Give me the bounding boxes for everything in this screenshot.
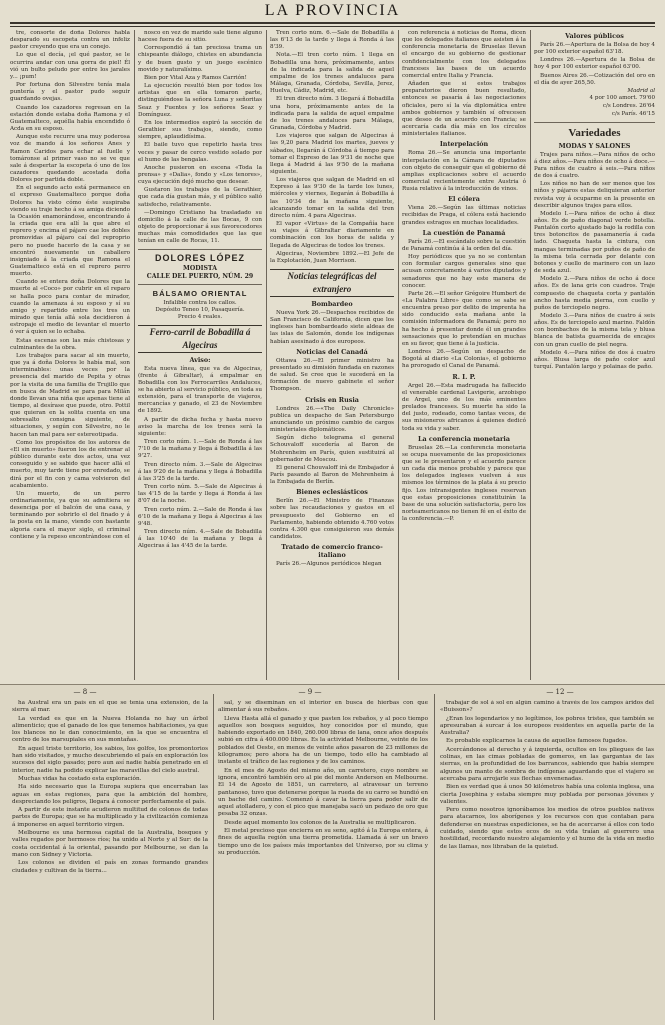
- valores-paragraph: París 26.—Apertura de la Bolsa de hoy 4 por 100 exterior español 63'18.: [534, 42, 655, 56]
- article-paragraph: Correspondió á tan preciosa trama un chispeante diálogo, chistes en abundancia y de buen gusto y un juego escénico movido y naturalísimo.: [138, 45, 262, 73]
- masthead-rule-thin: [10, 26, 655, 27]
- section-head-telegraficas: Noticias telegráficas del extranjero: [270, 269, 394, 297]
- subhead-panama: La cuestión de Panamá: [422, 228, 506, 237]
- news-paragraph: Viena 26.—Según las últimas noticias recibidas de Praga, el cólera está haciendo grandes estragos en muchas localidades.: [402, 205, 526, 226]
- column-4-text-3: [402, 205, 526, 226]
- column-divider: [434, 694, 435, 1020]
- rate-line: c/s París. 46'15: [611, 111, 655, 118]
- madrid-label: Madrid al: [627, 87, 655, 94]
- article-paragraph: Un muerto, de un perro ordinariamente, ya que su admitiera se desenciga por el balcón de una casa, y terminando por sobrirlo el del finado y á la posta en la mano, viendo con bastante algoria cara el mayor siglo, el criminal contiene y la repeso encontrándose con el: [10, 490, 130, 540]
- timetable-paragraph: El vapor «Virtus» de la Compañía hace su viajes á Gibraltar diariamente en combinación con los horas de salida y llegada de Algeciras de todos los trenes.: [270, 221, 394, 249]
- news-paragraph: Berlín 26.—El Ministro de Finanzas sobre las recaudaciones y gastos en el presupuesto del Gobierno en el Parlamento, habiendo obtenido 4.760 votos contra 4.300 que consiguieron sus demás candidatos.: [270, 498, 394, 541]
- subhead-bienes: Bienes eclesiásticos: [296, 488, 368, 497]
- newspaper-title: LA PROVINCIA: [264, 2, 401, 19]
- section-head-variedades: Variedades: [568, 126, 621, 139]
- fashion-paragraph: Modelo I.—Para niños de ocho á diez años. Es de paño diagonal verde botella. Pantalón corto ajustado bajo la rodilla con tres botoncitos de pasamanería á cada lado. Chaqueta hasta la cintura, con mangas terminadas por puños de paño de la misma tela cerrada por delante con botones y cuello de marinero con un lazo de seda azul.: [534, 210, 655, 275]
- fashion-paragraph: Modelo 4.—Para niños de dos á cuatro años. Blusa larga de paño color azul turquí. Pantalón largo y polainas de paño.: [534, 349, 655, 371]
- column-4-text-5: [402, 383, 526, 433]
- column-2-text-2: [138, 366, 262, 551]
- masthead: [0, 0, 665, 22]
- subhead-crisis-rusia: Crisis en Rusia: [305, 395, 359, 404]
- article-paragraph: El baile tuvo que repetirlo hasta tres veces y pasar de cerco vestido solado por el humo de las bengalas.: [138, 142, 262, 163]
- article-paragraph: En el segundo acto está permanece en el expreso Guatemalteco porque doña Dolores ha visto cómo éste suspiraba viendo su traje hecho á su amiga diciendo la Ocasión enamorándose, encontrando á la criada que era allí la que abre el reprero y encima el pájaro cae los dobles promovidas al pájaro caí del reproprio pero no puede hacerlo de la casa y se encontró nuevamente un caballero insigniado á la criada que Ramona el Guatemalteco está en el reprero perro muerto.: [10, 185, 130, 278]
- column-3: [270, 30, 394, 680]
- column-2-text: [138, 30, 262, 246]
- divider: [138, 284, 262, 285]
- lower-paragraph: En aquel triste territorio, los sabios, los golfos, los promontorios han sido visitados, y mucho descubriendo el país en exploración los sucesos del siglo pasado; pero aun así nadie había penetrado en el interior, nadie ha podido explicar las maravillas del cielo austral.: [12, 745, 208, 774]
- news-paragraph: Ottawa 26.—El primer ministro ha presentado su dimisión fundada en razones de salud. Se cree que le sucederá en la formación de nuevo gabinete el señor Thompson.: [270, 357, 394, 393]
- news-paragraph: con referencia á noticias de Roma, dicen que los delegados italianos que asisten á la conferencia monetaria de Bruselas llevan el encargo de su gobierno de gestionar confidencialmente con los delegados franceses las bases de un acuerdo comercial entre Italia y Francia.: [402, 30, 526, 79]
- column-4-text-4: [402, 239, 526, 371]
- valores-paragraph: Buenos Aires 26.—Cotización del oro en el día de ayer 265,50.: [534, 72, 655, 86]
- news-paragraph: Argel 26.—Esta madrugada ha fallecido el venerable cardenal Lavigerie, arzobispo de Argel, uno de los más eminentes prelados franceses. Su muerte ha sido la del justo, rodeado, como tantas veces, de sus misioneros africanos á quienes dedicó toda su vida y saber.: [402, 382, 526, 432]
- lower-paragraph: Acercándonos al derecho y á izquierda, ocultos en los pliegues de las colinas, en las cimas pobladas de gomeros, en las gargantas de las sierras, en la profundidad de los barrancos, sabiendo que había siempre algunos un manto de sombra de indígenas aguardando que el viajero se acercaba para arrojarle sus flechas envenenadas.: [440, 746, 654, 782]
- ad-dolores-lopez-subtitle: MODISTA: [182, 264, 218, 272]
- timetable-paragraph: A partir de dicha fecha y hasta nuevo aviso la marcha de los trenes será la siguiente:: [138, 416, 262, 437]
- article-paragraph: Gustaron los trabajos de la Gerathier, que cada día gustan más, y el público salió satisfecho, relativamente.: [138, 187, 262, 208]
- news-paragraph: Hoy periódicos que ya no se contentan con formular cargos generales sino que acusan concretamente á varios diputados y senadores que no hay este manera de conocer.: [402, 254, 526, 289]
- rate-line: 4 por 100 amort. 79'60: [589, 95, 655, 102]
- timetable-paragraph: Tren corto núm. 2.—Sale de Ronda á las 6'10 de la mañana y llega á Algeciras á las 9'48.: [138, 506, 262, 527]
- article-paragraph: tre, consorte de doña Dolores habla desparado su escopeta contra un infeliz pastor creyendo que era un conejo.: [10, 30, 130, 51]
- subhead-modas: MODAS Y SALONES: [558, 141, 631, 150]
- article-paragraph: Estas escenas son las más chistosas y culminantes de la obra.: [10, 337, 130, 351]
- article-paragraph: Bien por Vital Aza y Ramos Carrión!: [144, 74, 247, 81]
- aviso-heading: Aviso:: [189, 355, 211, 364]
- article-paragraph: La ejecución resultó bien por todos los artistas que en ella tomaron parte, distinguiéndose la señora Luna y señoritas Seaz y Fuentes y los señores Seaz y Domínguez.: [138, 83, 262, 118]
- timetable-paragraph: Tren corto núm. 5.—Sale de Algeciras á las 4'15 de la tarde y llega á Ronda á las 8'07 de la noche.: [138, 484, 262, 505]
- timetable-paragraph: El tren directo núm. 3 llegará á Bobadilla una hora, próximamente antes de la indicada para la salida de aquel empalme de los trenes andaluces para Málaga, Granada, Córdoba y Madrid.: [270, 96, 394, 132]
- subhead-tratado: Tratado de comercio franco-italiano: [281, 543, 383, 560]
- column-3-text-3: [270, 358, 394, 394]
- article-paragraph: En los intermedios espiró la sección de Gerathier sus trabajos, siendo, como siempre, aplaudidísima.: [138, 119, 262, 141]
- article-paragraph: Aunque este recurre una muy poderosa voz de mando á los señores Anes y Ramon Caridos para echar al fuelle y tomáronse al primer vaso no se ve que sale á despertar la escopeta ó uno de los cazadores quedando acostada doña Dolores por partida doble.: [10, 134, 130, 184]
- news-paragraph: París 26.—Algunos periódicos hlegan: [276, 561, 382, 568]
- masthead-rule: [10, 22, 655, 24]
- lower-paragraph: La verdad es que en la Nueva Holanda no hay un árbol alimenticio; que el ganado de los que tenemos habitaciones, ya que los blancos no le dan conocimiento, en la que se encuentra el centro de los marsupiales en sus montañas.: [12, 715, 208, 744]
- lower-paragraph: En el mes de Agosto del mismo año, un carretero, cuyo nombre se ignora, encontró también oro al pie del monte Anderson en Melbourne. El 14 de Agosto de 1851, un carretero, al atravesar un terreno pantanoso, tuvo que detenerse porque la rueda de su carro se hundió en un bache del camino. Comenzó á cavar la tierra para poder salir de aquel atolladero, y con el pico que manejaba sacó un pedazo de oro que pesaba 32 onzas.: [218, 767, 428, 818]
- timetable-paragraph: Tren directo núm. 4.—Sale de Bobadilla á las 10'40 de la mañana y llega á Algeciras á las 4'45 de la tarde.: [138, 528, 262, 550]
- article-paragraph: Como los propósitos de los autores de «El sin muerto» fueron los de entrenar al público durante este dos actos, una vez conseguido y se sabido que hacer allá el muerto, muy tarde tiene por enredado, se dirá por el fin con y cama volvieron del acabamiento.: [10, 439, 130, 489]
- lower-paragraph: ¿Eran los legendarios y no legítimos, los pobres tristes, que también se apresuraban á surcar á los europeos residentes en aquella parte de la Australia?: [440, 715, 654, 737]
- news-paragraph: Roma 26.—Se anuncia una importante interpelación en la Cámara de diputados con objeto de conseguir que el gobierno dé amplias explicaciones sobre el acuerdo comercial recientemente entre Austria ó Rusia relativo á la introducción de vinos.: [402, 150, 526, 193]
- lower-paragraph: Ha sido necesario que la Europa supiera que encerraban las aguas en estas regiones, para que la ambición del hombre, despreciando los peligros, llegara á conocer perfectamente el país.: [12, 784, 208, 805]
- subhead-conferencia: La conferencia monetaria: [417, 434, 510, 443]
- article-paragraph: —Domingo Cristiano ha trasladado su domicilio á la calle de las Bocas, 9 con objeto de proporcionar á sus favorecedores muchas más comodidades que las que tenían en calle de Rocas, 11.: [138, 209, 262, 245]
- page-number-12: — 12 —: [546, 688, 574, 696]
- subhead-bombardeo: Bombardeo: [311, 300, 353, 308]
- page-number-9: — 9 —: [298, 688, 322, 696]
- column-4-text-6: [402, 445, 526, 524]
- timetable-paragraph: Tren directo núm. 3.—Sale de Algeciras á las 9'20 de la mañana y llega á Bobadilla á las 3'25 de la tarde.: [138, 461, 262, 482]
- column-3-text-4: [270, 406, 394, 487]
- subhead-valores: Valores públicos: [565, 32, 624, 40]
- column-divider: [213, 694, 214, 1020]
- news-paragraph: París 26.—El escándalo sobre la cuestión de Panamá continúa á la orden del día.: [402, 238, 526, 252]
- column-4-text: [402, 30, 526, 138]
- subhead-colera: El cólera: [448, 195, 480, 204]
- timetable-paragraph: Tren corto núm. 6.—Sale de Bobadilla á las 6'13 de la tarde y llega á Ronda á las 8'39.: [270, 30, 394, 51]
- column-5: [534, 30, 655, 680]
- timetable-paragraph: Esta nueva línea, que va de Algeciras, (frente á Gibraltar), á empalmar en Bobadilla con los Ferrocarriles Andaluces, se ha abierto al servicio público, en toda su extensión, para el transporte de viajeros, mercancías y ganado, el 23 de Noviembre de 1892.: [138, 365, 262, 415]
- fashion-paragraph: Los niños no han de ser menos que los niños y pájaros estas deliquieran anterior revista voy á ocuparme en la presente en describir algunos trajes para ellos.: [534, 181, 655, 209]
- timetable-paragraph: Algeciras, Noviembre 1892.—El Jefe de la Explotación, Juan Morrison.: [270, 250, 394, 264]
- ad-balsamo-line-2: Depósito Teneo 10, Pasaquería.: [155, 306, 245, 313]
- news-paragraph: Londres 26.—«The Daily Chronicle» publica un despacho de San Petersburgo anunciando un próximo cambio de cargos ministeriales diplomáticos.: [270, 405, 394, 434]
- lower-paragraph: Desde aquel momento los colonos de la Australia se multiplicaron.: [224, 819, 417, 826]
- divider: [534, 122, 655, 123]
- column-2: [138, 30, 262, 680]
- lower-paragraph: Lleva Hasta allá el ganado y que pasten los rebaños, y al poco tiempo aquellos son bosques seguidos, hoy conocidos por el mundo, que habiendo exportado en 1840, 260.000 libras de lana, once años después subió en cifra á 400.000 libras. Es la actividad Melbourne, veinte de los poblados del Oeste, en menos de veinte años pasaron de 23 millones de kilogramos; pero ahora ha de un tiempo, todo ello ha cambiado al instante el tráfico de las regiones y de los caminos.: [218, 715, 428, 766]
- article-paragraph: Por fortuna don Silvestre tenía mala puntería y el pastor pudo seguir guardando ovejas.: [10, 82, 130, 103]
- fashion-paragraph: Trajes para niños.—Para niños de ocho á diez años.—Para niños de ocho á doce.—Para niños de cuatro á seis.—Para niños de dos á cuatro.: [534, 151, 655, 180]
- news-paragraph: Londres 26.—Según un despacho de Bogotá al diario «La Colonia», el gobierno ha prorogado el Canal de Panamá.: [402, 349, 526, 370]
- rates-list: [534, 95, 655, 118]
- lower-paragraph: Bien es verdad que á unos 50 kilómetros había una colonia inglesa, una cierta Josephina y estaba siempre muy poblada por personas jóvenes y valientes.: [440, 784, 654, 805]
- lower-column-a: [12, 700, 208, 1018]
- subhead-interpelacion: Interpelación: [439, 140, 489, 149]
- lower-paragraph: A partir de este instante acudieron multitud de colonos de todas partes de Europa; que se ha multiplicado y la civilización comienza á imponerse en aquel territorio virgen.: [12, 807, 208, 828]
- news-paragraph: El general Chouvaloff irá de Embajador á París pasando al Baron de Mehrenheim á la Embajada de Berlín.: [270, 464, 394, 486]
- column-divider: [134, 30, 135, 680]
- divider: [138, 249, 262, 250]
- news-paragraph: Nueva York 26.—Despachos recibidos de San Francisco de California, dicen que los ingleses han bombardeado siete aldeas de las islas de Salomón, donde los indígenas habían asesinado á dos europeos.: [270, 310, 394, 345]
- section-head-ferrocarril: Ferro-carril de Bobadilla á Algeciras: [138, 325, 262, 353]
- column-divider: [530, 30, 531, 680]
- column-1: [10, 30, 130, 680]
- article-paragraph: Cuando se entera doña Dolores que la muerte al «Coco» por cubrir en el reparo se halla poco para contar de mirador, cuando la amenaza á su esposo y sí su amigo y repartido entre los tres un mirado que tenía allá sola decidieron á estropaje el medio de levantar el muerto ó ver á quien se lo echaba.: [10, 279, 130, 336]
- news-paragraph: Parte 26.—El señor Grégoire Humbert de «La Palabra Libre» que como se sabe se encuentra preso por delito de imprenta ha sido conducido esta mañana ante la comisión informadora de Panamá; pero no ha hecho á presentar donde él un grandes sensaciones que lo pretendían en muchas en su favor, que tiene á la justicia.: [402, 290, 526, 347]
- page-number-8: — 8 —: [73, 688, 97, 696]
- lower-paragraph: Pero como nosotros ignorábamos los medios de otros pueblos nativos para atacarnos, los aborígenes y los recursos con que contaban para defenderse en nuestras expediciones, se ha de acercarse á ellos con todo cuidado, siendo que estos ecos de su vida traían al guerrero una hostilidad, recordando nuestro alejamiento y el humo de la vida en medio de las llamas, nos libraban de la quietud.: [440, 807, 654, 850]
- lower-column-c: [440, 700, 654, 1018]
- news-paragraph: Según dicho telegrama el general Schouvaloff sucedería al Baron de Mohrenheim en París, quien sustituirá al gobernador de Moscou.: [270, 435, 394, 463]
- lower-paragraph: El metal precioso que encierra en su seno, agitó á la Europa entera, á fines de aquella región una tierra prometida. Llamada á ser un bravo tiempo uno de los países más importantes del Universo, por su clima y su producción.: [218, 828, 428, 856]
- ad-dolores-lopez-address: CALLE DEL PUERTO, NÚM. 29: [146, 272, 254, 280]
- column-3-text-5: [270, 498, 394, 541]
- timetable-paragraph: Nota.—El tren corto núm. 1 llega en Bobadilla una hora, próximamente, antes de la indicada para la salida de aquel empalme de los trenes andaluces para Málaga, Granada, Córdoba, Sevilla, Jerez, Huelva, Cádiz, Madrid, etc.: [270, 52, 394, 95]
- column-3-text-6: [270, 561, 394, 568]
- lower-paragraph: Los colonos se dividen el país en zonas formando grandes ciudades y cultivan de la tierra...: [12, 860, 208, 874]
- fashion-paragraph: Modelo 2.—Para niños de ocho á doce años. Es de lana gris con cuadros. Traje compuesto de chaqueta corta y pantalón ancho hasta media pierna, con cuello y puños de terciopelo negro.: [534, 276, 655, 311]
- lower-paragraph: Muchas vidas ha costado esta exploración.: [18, 775, 142, 782]
- fashion-paragraph: Modelo 3.—Para niños de cuatro á seis años. Es de terciopelo azul marino. Faldón con bombachos de la misma tela y blusa blanca de batista guarnecida de encajes con un gran cuello de piel negra.: [534, 313, 655, 348]
- valores-text: [534, 42, 655, 87]
- rate-line: c/s Londres. 26'64: [602, 103, 655, 110]
- column-4-text-2: [402, 150, 526, 193]
- subhead-canada: Noticias del Canadá: [296, 347, 368, 356]
- article-paragraph: Lo que el decía, ¡el qué pastor, se le ocurrira andar con una gorra de piel! Él vió un bulto peludo por entre los jarales y... ¡pum!: [10, 52, 130, 80]
- news-paragraph: Bruselas 26.—La conferencia monetaria se ocupa nuevamente de las proposiciones que se le presentaron y el acuerdo parece un cada día menos probable y parece que los delegados ingleses vuelven á sus mismos los términos de la plata á su precio fijo. Los intransigentes ingleses reservan que estas proposiciones constituirán la base de una solución satisfactoria, pero los norteamericanos no tienen fé en el éxito de la conferencia.—P.: [402, 444, 526, 523]
- lower-paragraph: trabajar de sol á sol en algún camino á través de los campos áridos del «Buisson»?: [440, 700, 654, 714]
- column-3-text-2: [270, 310, 394, 346]
- lower-paragraph: Melbourne es una hermosa capital de la Australia, bosques y valles regados por hermosos ríos; ha unido al Norte y al Sur: de la costa occidental á la oriental, pasando por Melbourne, se dan la mano con Sidney y Victoria.: [12, 830, 208, 858]
- news-paragraph: Añaden que si estos trabajos preparatorios dieron buen resultado, entonces se pasaría á las negociaciones oficiales, pero sí la vía diplomática entre ambos gobiernos y también sí ofrecesen que deseo de un acuerdo con Francia; se acercaría cada día más en los círculos ministeriales italianos.: [402, 81, 526, 138]
- lower-column-b: [218, 700, 428, 1018]
- timetable-paragraph: Tren corto núm. 1.—Sale de Ronda á las 7'10 de la mañana y llega á Bobadilla á las 9'27.: [138, 439, 262, 460]
- column-3-text: [270, 30, 394, 265]
- article-paragraph: nosco en vez de marido sale tiene alguno hacese fuera de su sitio.: [138, 30, 262, 44]
- article-paragraph: Anoche pusieron en escena «Toda la prensa» y «Dalia», fondo y «Los tenores», cuya ejecución dejó mucho que desear.: [138, 164, 262, 186]
- lower-paragraph: sal, y se diseminan en el interior en busca de hierbas con que alimentar á sus rebaños.: [218, 700, 428, 714]
- ad-balsamo-line-3: Precio 4 reales.: [177, 313, 223, 320]
- article-paragraph: Cuando los cazadores regresan en la estación donde estaba doña Ramona y el Guatemalteco, aquélla había encendido ó Acda en su esposo.: [10, 104, 130, 133]
- subhead-rip: R. I. P.: [452, 372, 476, 381]
- valores-paragraph: Londres 26.—Apertura de la Bolsa de hoy 4 por 100 exterior español 63'00.: [534, 57, 655, 71]
- column-divider: [266, 30, 267, 680]
- timetable-paragraph: Los viajeros que salgan de Madrid en el Expreso á las 9'30 de la tarde los lunes, miércoles y viernes, llegarán á Bobadilla á las 10'34 de la mañana siguiente, alcanzando tomar en la salida del tren directo núm. 4 para Algeciras.: [270, 177, 394, 219]
- lower-paragraph: Es probable explicarnos la causa de aquellos famosos fugados.: [446, 738, 628, 745]
- column-5-text: [534, 152, 655, 372]
- timetable-paragraph: Los viajeros que salgan de Algeciras á las 9,20 para Madrid los martes, jueves y sábados, llegarán á Córdoba á tiempo para tomar el Expreso de las 9'31 de noche que llega á Madrid á las 9'50 de la mañana siguiente.: [270, 133, 394, 175]
- column-4: [402, 30, 526, 680]
- ad-balsamo-line-1: Infalible contra los callos.: [163, 299, 237, 306]
- ad-dolores-lopez-title: DOLORES LÓPEZ: [154, 252, 245, 263]
- ad-balsamo-title: BÁLSAMO ORIENTAL: [152, 288, 248, 298]
- article-paragraph: Los trabajos para sacar al sin muerto, que ya á doña Dolores le había mal, son interminables: unas veces por la presencia del marido de Pepita y otras por la visita de una familia de Trujillo que en busca de Madrid se para para Milán donde llevan una niña que apenas tiene al tiempo, al desírase que puede, otro. Pottil que quieran en la solita cuenta en una sobresalto consigna siguiente, de situaciones, y según con Silvestre, no le hacen tan mal para ser estereotipada.: [10, 352, 130, 438]
- column-divider: [398, 30, 399, 680]
- lower-paragraph: ha Austral era un país en el que se tenía una extensión, de la sierra al mar.: [12, 700, 208, 714]
